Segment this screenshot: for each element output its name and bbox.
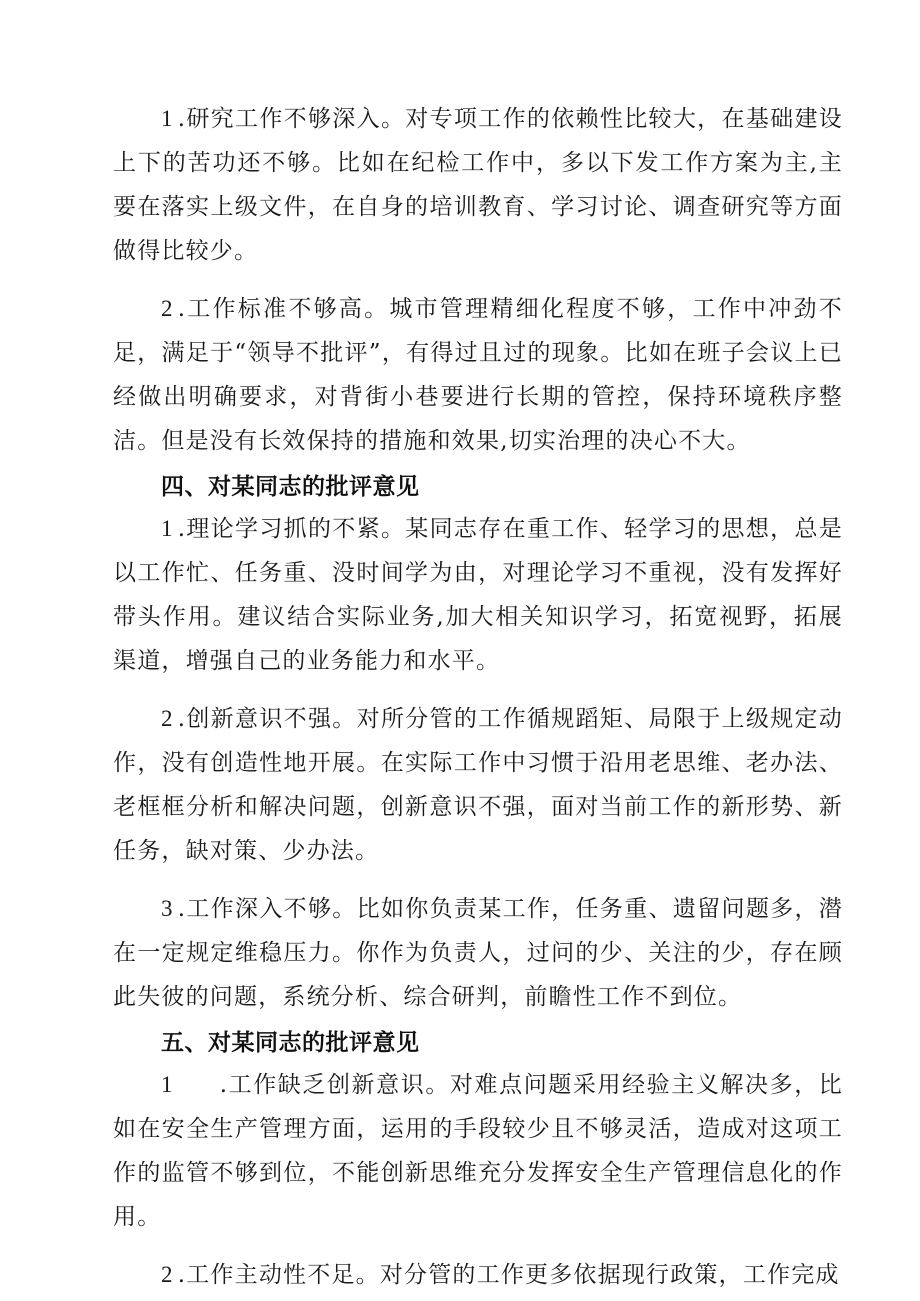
paragraph-5-2 [113, 1253, 843, 1297]
paragraph-4-2 [113, 697, 843, 873]
paragraph-text: .工作标准不够高。城市管理精细化程度不够，工作中冲劲不足，满足于“领导不批评”，有得过且过的现象。比如在班子会议上已经做出明确要求，对背街小巷要进行长期的管控，保持环境秩序整洁。但是没有长效保持的措施和效果,切实治理的决心不大。 [113, 296, 843, 454]
paragraph-4-3 [113, 887, 843, 1019]
section-heading-4: 四、对某同志的批评意见 [161, 474, 420, 500]
paragraph-number: 3 [161, 896, 174, 921]
paragraph-text: .研究工作不够深入。对专项工作的依赖性比较大，在基础建设上下的苦功还不够。比如在纪检工作中，多以下发工作方案为主,主要在落实上级文件，在自身的培训教育、学习讨论、调查研究等方面做得比较少。 [113, 106, 843, 264]
paragraph-number: 2 [161, 706, 174, 731]
paragraph-text: .工作缺乏创新意识。对难点问题采用经验主义解决多，比如在安全生产管理方面，运用的手段较少且不够灵活，造成对这项工作的监管不够到位，不能创新思维充分发挥安全生产管理信息化的作用。 [113, 1072, 843, 1230]
paragraph-number: 2 [161, 1262, 174, 1287]
paragraph-number: 1 [161, 1072, 174, 1097]
paragraph-number: 2 [161, 296, 174, 321]
paragraph-number: 1 [161, 516, 174, 541]
paragraph-number: 1 [161, 106, 174, 131]
paragraph-1-2 [113, 287, 843, 463]
paragraph-1-1 [113, 97, 843, 273]
paragraph-text: .工作主动性不足。对分管的工作更多依据现行政策，工作完成 [177, 1262, 840, 1288]
paragraph-4-1 [113, 507, 843, 683]
document-body [113, 97, 843, 1297]
paragraph-5-1 [113, 1063, 843, 1239]
paragraph-text: .工作深入不够。比如你负责某工作，任务重、遗留问题多，潜在一定规定维稳压力。你作为负责人，过问的少、关注的少，存在顾此失彼的问题，系统分析、综合研判，前瞻性工作不到位。 [113, 896, 843, 1010]
paragraph-text: .创新意识不强。对所分管的工作循规蹈矩、局限于上级规定动作，没有创造性地开展。在实际工作中习惯于沿用老思维、老办法、老框框分析和解决问题，创新意识不强，面对当前工作的新形势、新任务，缺对策、少办法。 [113, 706, 843, 864]
paragraph-text: .理论学习抓的不紧。某同志存在重工作、轻学习的思想，总是以工作忙、任务重、没时间学为由，对理论学习不重视，没有发挥好带头作用。建议结合实际业务,加大相关知识学习，拓宽视野，拓展渠道，增强自己的业务能力和水平。 [113, 516, 843, 674]
section-heading-5: 五、对某同志的批评意见 [161, 1030, 420, 1056]
